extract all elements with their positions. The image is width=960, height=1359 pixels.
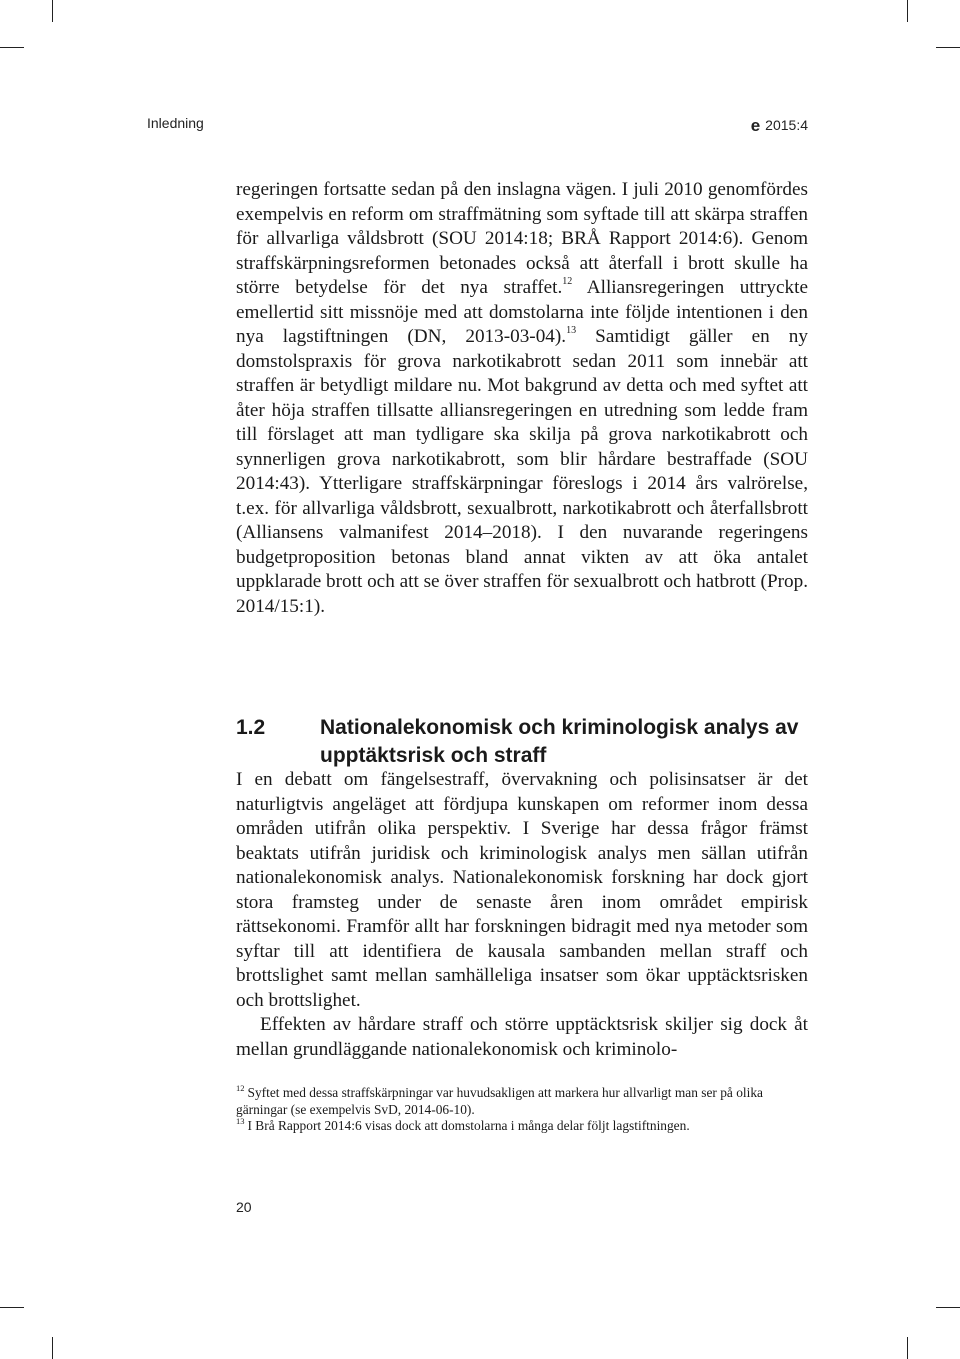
footnote [236,1115,808,1135]
running-head-section: Inledning [147,115,204,131]
footnote-number: 12 [236,1082,245,1093]
crop-mark [936,47,960,48]
crop-mark [936,1307,960,1308]
footnotes [236,1082,808,1135]
crop-mark [52,1337,53,1359]
footnote-text: Syftet med dessa straffskärpningar var huvudsakligen att markera hur allvarligt man ser på olika gärningar (se exempelvis SvD, 2014-06-10). [236,1085,763,1117]
running-head-issue [751,115,808,135]
footnote-text: I Brå Rapport 2014:6 visas dock att domstolarna i många delar följt lagstiftningen. [247,1118,690,1133]
section-title: Nationalekonomisk och kriminologisk analys av upptäktsrisk och straff [320,716,799,768]
section-number: 1.2 [236,716,266,740]
footnote [236,1082,808,1118]
crop-mark [907,1337,908,1359]
journal-logo-icon: e [750,116,761,135]
text-run: Samtidigt gäller en ny domstolspraxis för grova narkotikabrott sedan 2011 som innebär att straffen är betydligt mildare nu. Mot bakgrund av detta och med syftet att åter höja straffen tillsatte alliansregeringen en utredning som ledde fram till förslaget att man tydligare ska skilja på grova narkotikabrott och synnerligen grova narkotikabrott, som blir hårdare bestraffade (SOU 2014:43). Ytterligare straffskärpningar föreslogs i 2014 års valrörelse, t.ex. för allvarliga våldsbrott, sexualbrott, narkotikabrott och återfallsbrott (Alliansens valmanifest 2014–2018). I den nuvarande regeringens budgetproposition betonas bland annat vikten av att öka antalet uppklarade brott och att se över straffen för sexualbrott och hatbrott (Prop. 2014/15:1). [236,326,808,617]
body-text-section [236,768,808,1062]
issue-number: 2015:4 [765,117,808,133]
footnote-ref[interactable]: 13 [566,324,577,336]
crop-mark [52,0,53,22]
text-run: regeringen fortsatte sedan på den inslagna vägen. I juli 2010 genomfördes exempelvis en reform om straffmätning som syftade till att skärpa straffen för allvarliga våldsbrott (SOU 2014:18; BRÅ Rapport 2014:6). Genom straffskärpningsreformen betonades också att återfall i brott skulle ha större betydelse för det nya straffet. [236,179,808,298]
crop-mark [0,47,24,48]
crop-mark [0,1307,24,1308]
page-number: 20 [236,1199,252,1215]
paragraph: I en debatt om fängelsestraff, övervakning och polisinsatser är det naturligtvis angeläget att fördjupa kunskapen om reformer inom dessa områden utifrån olika perspektiv. I Sverige har dessa frågor främst beaktats utifrån juridisk och kriminologisk analys men sällan utifrån nationalekonomisk analys. Nationalekonomisk forskning har dock gjort stora framsteg under de senaste åren inom området empirisk rättsekonomi. Framför allt har forskningen bidragit med nya metoder som syftar till att identifiera de kausala sambanden mellan straff och brottslighet samt mellan samhälleliga insatser som ökar upptäcktsrisken och brottslighet. [236,769,808,1011]
crop-mark [907,0,908,22]
footnote-number: 13 [236,1115,245,1126]
running-head [147,115,808,135]
footnote-ref[interactable]: 12 [562,275,573,287]
paragraph: Effekten av hårdare straff och större upptäcktsrisk skiljer sig dock åt mellan grundläggande nationalekonomisk och kriminolo- [236,1014,808,1060]
paragraph [236,178,808,619]
text-run: Alliansregeringen uttryckte emellertid sitt missnöje med att domstolarna inte följde intentionen i den nya lagstiftningen (DN, 2013-03-04). [236,277,808,347]
body-text-top [236,178,808,619]
